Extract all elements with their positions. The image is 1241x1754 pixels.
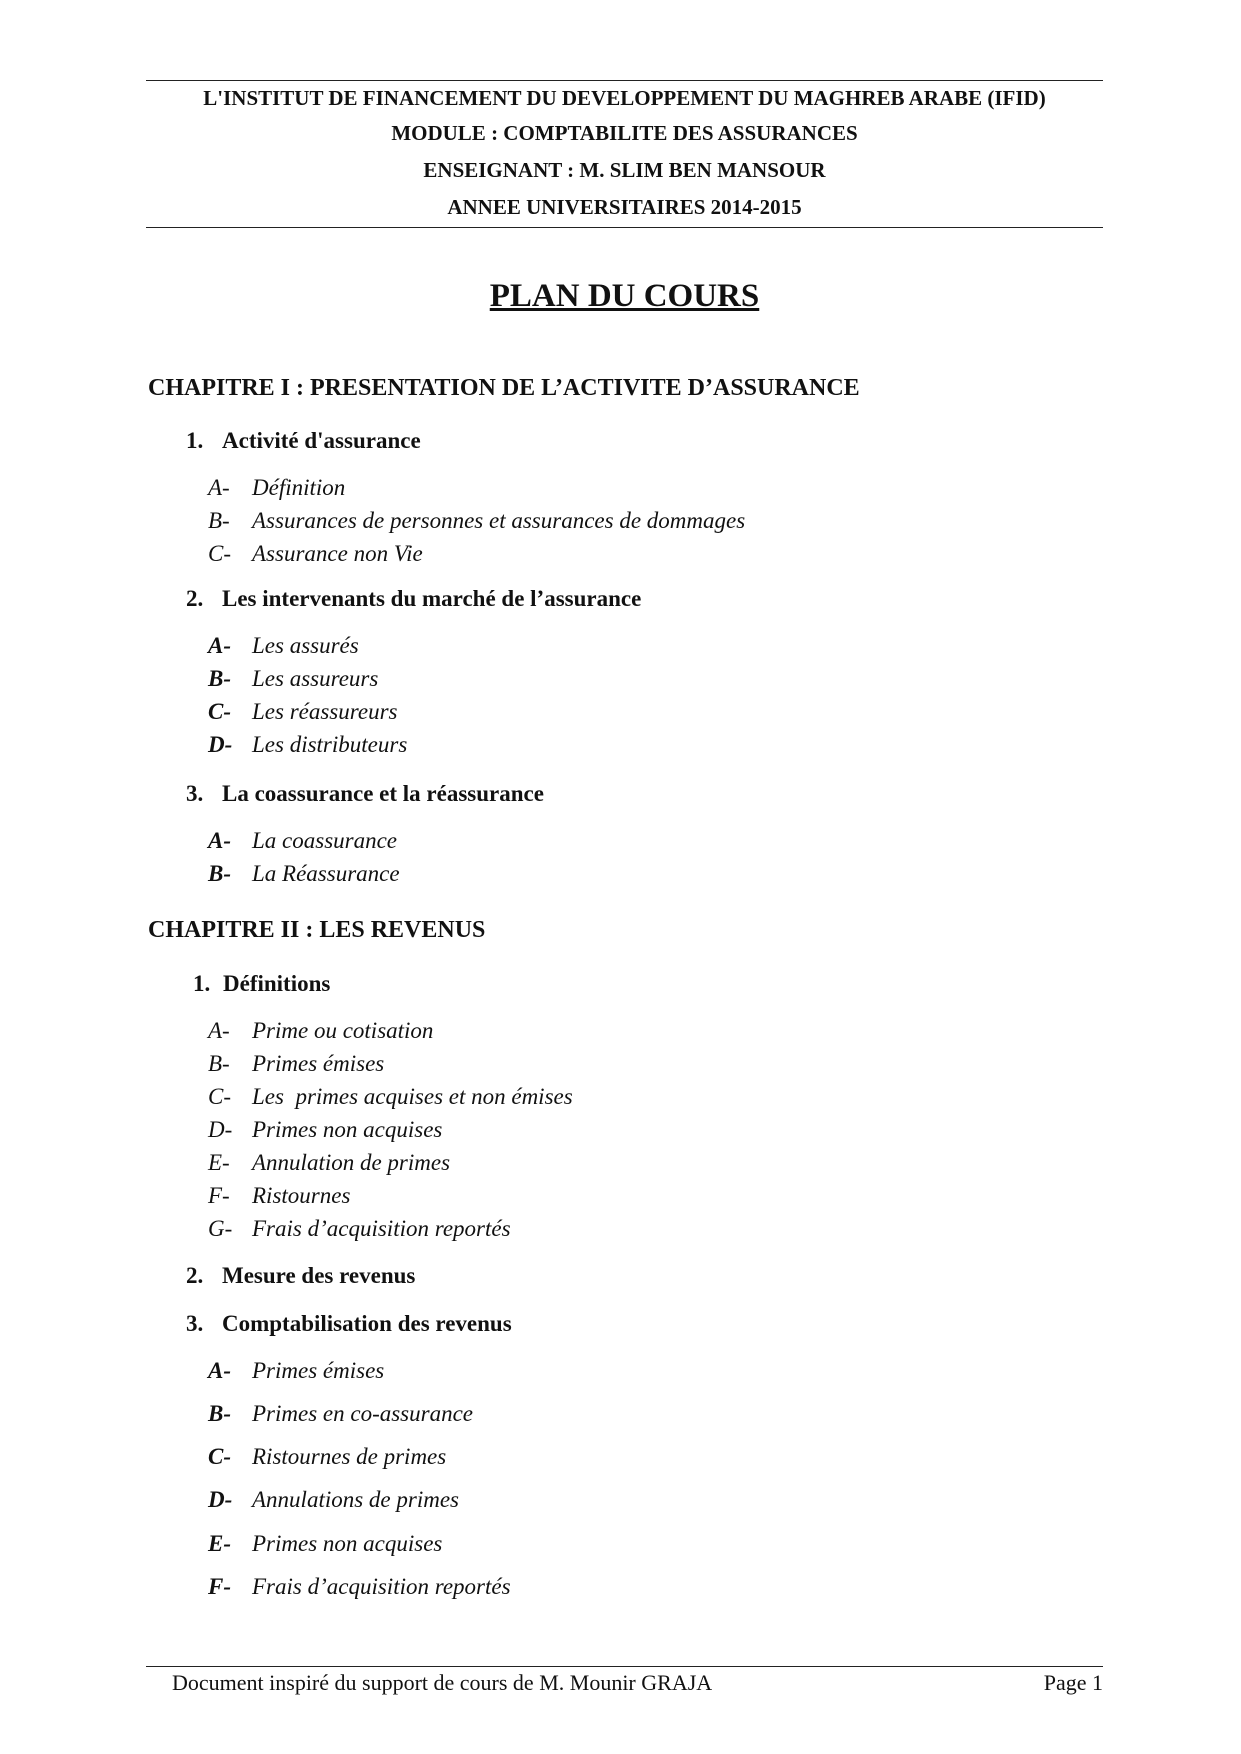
item-text: Frais d’acquisition reportés <box>252 1574 511 1599</box>
section-heading <box>193 970 330 998</box>
item-text: Assurances de personnes et assurances de dommages <box>252 508 746 533</box>
item-letter: C- <box>208 541 231 566</box>
section-number: 1. <box>193 971 211 996</box>
item-text: Annulations de primes <box>252 1487 459 1512</box>
item-text: Les réassureurs <box>252 699 398 724</box>
list-item <box>208 632 359 660</box>
section-title: Comptabilisation des revenus <box>222 1311 512 1336</box>
chapter-title: CHAPITRE II : LES REVENUS <box>148 917 486 943</box>
list-item <box>208 1050 384 1078</box>
section-number: 3. <box>186 781 204 806</box>
item-text: Primes émises <box>252 1358 385 1383</box>
section-heading <box>186 1310 512 1338</box>
item-text: Frais d’acquisition reportés <box>252 1216 511 1241</box>
item-letter: D- <box>208 732 233 757</box>
header-top-rule <box>146 80 1103 81</box>
item-letter: F- <box>208 1183 230 1208</box>
section-title: Mesure des revenus <box>222 1263 416 1288</box>
item-text: La coassurance <box>252 828 398 853</box>
section-number: 2. <box>186 586 204 611</box>
list-item <box>208 1215 511 1243</box>
item-text: La Réassurance <box>252 861 400 886</box>
item-letter: E- <box>208 1531 231 1556</box>
section-heading <box>186 780 544 808</box>
item-text: Les primes acquises et non émises <box>252 1084 573 1109</box>
header-year: ANNEE UNIVERSITAIRES 2014-2015 <box>447 195 802 219</box>
item-text: Ristournes de primes <box>252 1444 447 1469</box>
list-item <box>208 1486 459 1514</box>
list-item <box>208 1149 450 1177</box>
header-teacher: ENSEIGNANT : M. SLIM BEN MANSOUR <box>423 158 826 182</box>
section-number: 1. <box>186 428 204 453</box>
section-title: Définitions <box>223 971 331 996</box>
list-item <box>208 1573 511 1601</box>
item-letter: F- <box>208 1574 231 1599</box>
chapter-title: CHAPITRE I : PRESENTATION DE L’ACTIVITE D’ASSURANCE <box>148 375 860 401</box>
list-item <box>208 1017 433 1045</box>
item-letter: E- <box>208 1150 230 1175</box>
list-item <box>208 1083 573 1111</box>
header-module: MODULE : COMPTABILITE DES ASSURANCES <box>391 121 858 145</box>
section-title: Activité d'assurance <box>222 428 421 453</box>
list-item <box>208 860 400 888</box>
item-text: Primes en co-assurance <box>252 1401 474 1426</box>
item-text: Primes non acquises <box>252 1117 443 1142</box>
item-letter: D- <box>208 1117 233 1142</box>
item-text: Annulation de primes <box>252 1150 451 1175</box>
list-item <box>208 1530 442 1558</box>
section-heading <box>186 1262 415 1290</box>
footer-source: Document inspiré du support de cours de M. Mounir GRAJA <box>172 1670 713 1695</box>
list-item <box>208 540 423 568</box>
item-text: Assurance non Vie <box>252 541 423 566</box>
item-letter: A- <box>208 1358 231 1383</box>
list-item <box>208 665 378 693</box>
section-heading <box>186 585 641 613</box>
list-item <box>208 507 745 535</box>
footer-rule <box>146 1666 1103 1667</box>
item-text: Les distributeurs <box>252 732 408 757</box>
item-letter: C- <box>208 1084 231 1109</box>
item-letter: A- <box>208 633 231 658</box>
item-letter: G- <box>208 1216 233 1241</box>
section-heading <box>186 427 421 455</box>
list-item <box>208 698 397 726</box>
page-title: PLAN DU COURS <box>489 278 760 314</box>
item-text: Primes émises <box>252 1051 385 1076</box>
item-text: Les assureurs <box>252 666 379 691</box>
list-item <box>208 827 397 855</box>
item-text: Primes non acquises <box>252 1531 443 1556</box>
list-item <box>208 1400 473 1428</box>
item-letter: C- <box>208 699 231 724</box>
section-number: 3. <box>186 1311 204 1336</box>
item-letter: B- <box>208 861 231 886</box>
item-letter: B- <box>208 666 231 691</box>
header-institute: L'INSTITUT DE FINANCEMENT DU DEVELOPPEMENT DU MAGHREB ARABE (IFID) <box>203 86 1046 110</box>
item-letter: D- <box>208 1487 233 1512</box>
list-item <box>208 474 345 502</box>
item-letter: A- <box>208 475 230 500</box>
item-letter: B- <box>208 508 230 533</box>
list-item <box>208 1182 350 1210</box>
header-bottom-rule <box>146 227 1103 228</box>
item-letter: B- <box>208 1401 231 1426</box>
item-text: Prime ou cotisation <box>252 1018 434 1043</box>
list-item <box>208 1116 442 1144</box>
list-item <box>208 731 407 759</box>
item-text: Les assurés <box>252 633 359 658</box>
item-text: Définition <box>252 475 346 500</box>
section-number: 2. <box>186 1263 204 1288</box>
item-letter: B- <box>208 1051 230 1076</box>
item-letter: A- <box>208 828 231 853</box>
page-number: Page 1 <box>1043 1670 1103 1695</box>
item-letter: A- <box>208 1018 230 1043</box>
list-item <box>208 1443 446 1471</box>
section-title: Les intervenants du marché de l’assurance <box>222 586 642 611</box>
list-item <box>208 1357 384 1385</box>
item-letter: C- <box>208 1444 231 1469</box>
section-title: La coassurance et la réassurance <box>222 781 544 806</box>
item-text: Ristournes <box>252 1183 351 1208</box>
